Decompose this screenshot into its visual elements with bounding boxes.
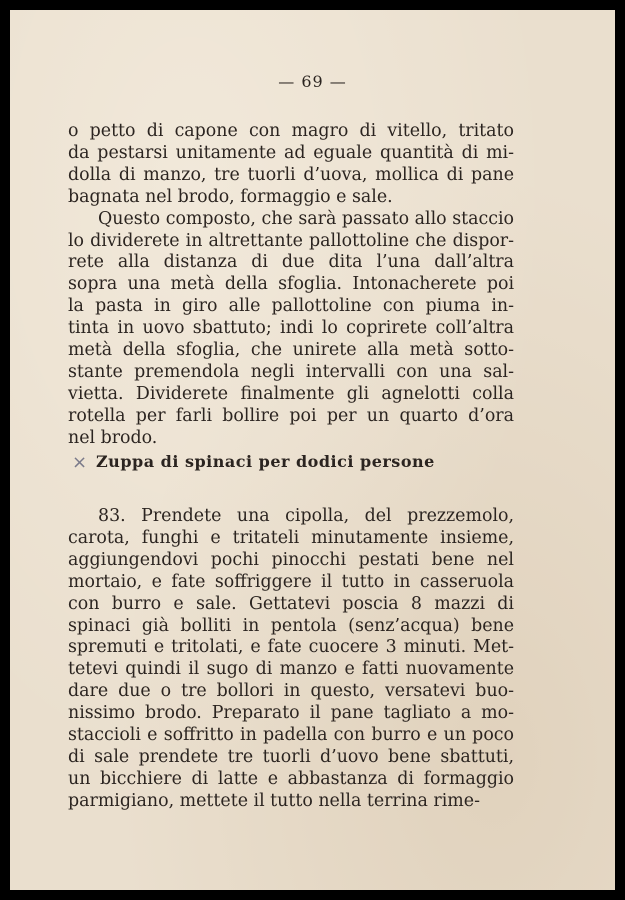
text-line: aggiungendovi pochi pinocchi pestati bene nel: [68, 549, 514, 570]
text-line: spremuti e tritolati, e fate cuocere 3 minuti. Met-: [68, 637, 514, 658]
pencil-cross-mark: ×: [72, 452, 88, 473]
text-line: mortaio, e fate soffriggere il tutto in casseruola: [68, 571, 514, 592]
text-line: stante premendola negli intervalli con una sal-: [68, 361, 514, 382]
text-line: rotella per farli bollire poi per un quarto d’ora: [68, 405, 514, 426]
text-line: spinaci già bolliti in pentola (senz’acqua) bene: [68, 615, 514, 636]
text-line: o petto di capone con magro di vitello, tritato: [68, 121, 514, 141]
text-line: dolla di manzo, tre tuorli d’uova, mollica di pane: [68, 164, 514, 185]
text-line: dare due o tre bollori in questo, versatevi buo-: [68, 681, 514, 702]
text-line: nissimo brodo. Preparato il pane tagliato a mo-: [68, 703, 514, 724]
text-line: tetevi quindi il sugo di manzo e fatti nuovamente: [68, 659, 514, 680]
text-line: parmigiano, mettete il tutto nella terrina rime-: [68, 790, 480, 811]
page-number: — 69 —: [278, 72, 347, 91]
paragraph-recipe-continuation: [68, 121, 514, 450]
text-line: vietta. Dividerete finalmente gli agnelotti colla: [68, 383, 514, 404]
text-line: 83. Prendete una cipolla, del prezzemolo,: [98, 506, 514, 526]
text-line: la pasta in giro alle pallottoline con piuma in-: [68, 296, 514, 317]
text-line: bagnata nel brodo, formaggio e sale.: [68, 186, 393, 207]
text-line: lo dividerete in altrettante pallottoline che dispor-: [68, 230, 514, 251]
text-line: con burro e sale. Gettatevi poscia 8 mazzi di: [68, 593, 514, 614]
text-line: da pestarsi unitamente ad eguale quantità di mi-: [68, 142, 514, 163]
text-line: un bicchiere di latte e abbastanza di formaggio: [68, 768, 514, 789]
text-line: Questo composto, che sarà passato allo staccio: [98, 208, 514, 229]
recipe-heading: Zuppa di spinaci per dodici persone: [96, 452, 435, 471]
text-line: staccioli e soffritto in padella con burro e un poco: [68, 725, 514, 746]
book-page: [10, 10, 615, 890]
text-line: tinta in uovo sbattuto; indi lo coprirete coll’altra: [68, 318, 514, 339]
text-line: metà della sfoglia, che unirete alla metà sotto-: [68, 340, 514, 361]
recipe-heading-block: [70, 450, 510, 480]
text-line: sopra una metà della sfoglia. Intonacherete poi: [68, 274, 514, 295]
text-line: rete alla distanza di due dita l’una dall’altra: [68, 252, 514, 273]
text-line: di sale prendete tre tuorli d’uovo bene sbattuti,: [68, 746, 514, 767]
paragraph-recipe-83: [68, 506, 514, 813]
text-line: nel brodo.: [68, 427, 158, 448]
text-line: carota, funghi e tritateli minutamente insieme,: [68, 527, 514, 548]
